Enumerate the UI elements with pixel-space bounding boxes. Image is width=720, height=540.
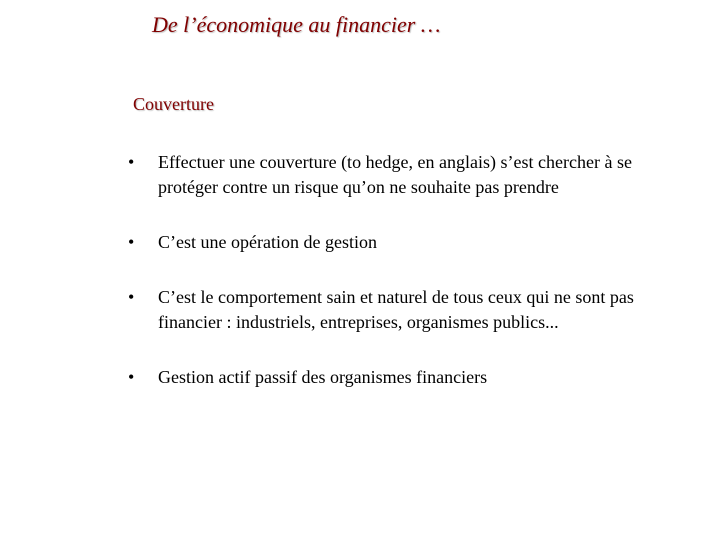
bullet-icon: • — [128, 152, 135, 172]
bullet-item-3 — [126, 285, 686, 335]
bullet-text: Gestion actif passif des organismes financiers — [158, 367, 488, 387]
bullet-icon: • — [128, 232, 135, 252]
bullet-icon: • — [128, 287, 135, 307]
bullet-item-2 — [126, 230, 686, 255]
bullet-text: C’est une opération de gestion — [158, 232, 377, 252]
slide-title: De l’économique au financier … — [152, 12, 441, 37]
section-heading: Couverture — [133, 94, 214, 114]
bullet-text: Effectuer une couverture (to hedge, en anglais) s’est chercher à se protéger contre un risque qu’on ne souhaite pas prendre — [158, 152, 632, 197]
bullet-text: C’est le comportement sain et naturel de tous ceux qui ne sont pas financier : industriels, entreprises, organismes publics... — [158, 287, 634, 332]
bullet-list — [126, 150, 686, 390]
bullet-icon: • — [128, 367, 135, 387]
bullet-item-1 — [126, 150, 686, 200]
bullet-item-4 — [126, 365, 686, 390]
